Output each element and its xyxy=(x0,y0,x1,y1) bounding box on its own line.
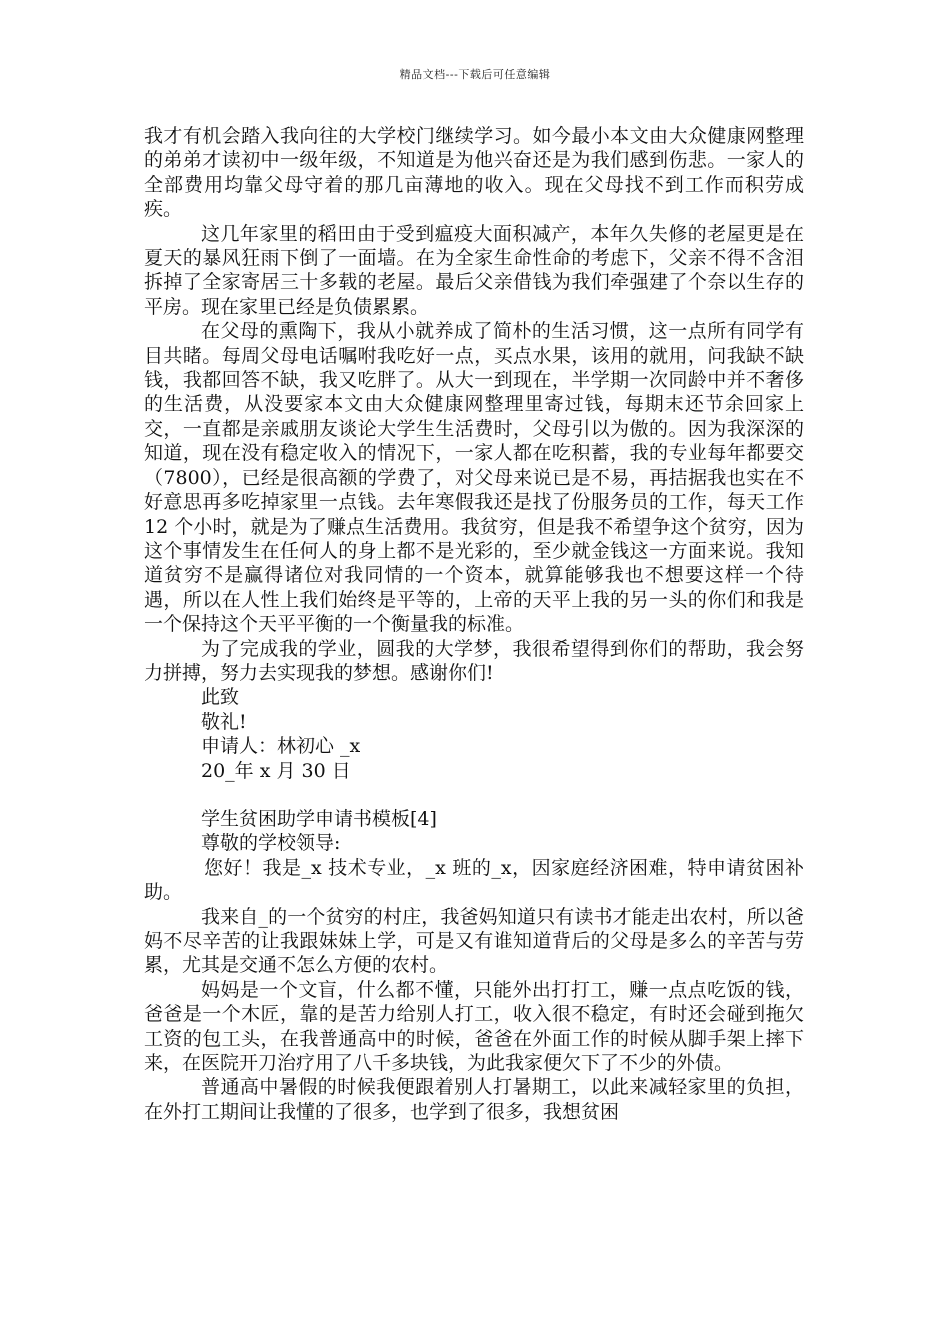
paragraph: 这几年家里的稻田由于受到瘟疫大面积减产，本年久失修的老屋更是在夏天的暴风狂雨下倒了一面墙。在为全家生命性命的考虑下，父亲不得不含泪拆掉了全家寄居三十多载的老屋。最后父亲借钱为我们牵强建了个奈以生存的平房。现在家里已经是负债累累。 xyxy=(144,222,804,318)
paragraph: 您好！我是_x 技术专业，_x 班的_x，因家庭经济困难，特申请贫困补助。 xyxy=(144,856,804,904)
document-body xyxy=(144,124,804,1124)
closing-line: 此致 xyxy=(201,686,240,709)
paragraph: 我才有机会踏入我向往的大学校门继续学习。如今最小本文由大众健康网整理的弟弟才读初中一级年级，不知道是为他兴奋还是为我们感到伤悲。一家人的全部费用均靠父母守着的那几亩薄地的收入。现在父母找不到工作而积劳成疾。 xyxy=(144,125,804,221)
paragraph: 在父母的熏陶下，我从小就养成了简朴的生活习惯，这一点所有同学有目共睹。每周父母电话嘱咐我吃好一点，买点水果，该用的就用，问我缺不缺钱，我都回答不缺，我又吃胖了。从大一到现在，半学期一次同龄中并不奢侈的生活费，从没要家本文由大众健康网整理里寄过钱，每期末还节余回家上交，一直都是亲戚朋友谈论大学生生活费时，父母引以为傲的。因为我深深的知道，现在没有稳定收入的情况下，一家人都在吃积蓄，我的专业每年都要交（7800），已经是很高额的学费了，对父母来说已是不易，再拮据我也实在不好意思再多吃掉家里一点钱。去年寒假我还是找了份服务员的工作，每天工作 12 个小时，就是为了赚点生活费用。我贫穷，但是我不希望争这个贫穷，因为这个事情发生在任何人的身上都不是光彩的，至少就金钱这一方面来说。我知道贫穷不是赢得诸位对我同情的一个资本，就算能够我也不想要这样一个待遇，所以在人性上我们始终是平等的，上帝的天平上我的另一头的你们和我是一个保持这个天平平衡的一个衡量我的标准。 xyxy=(144,320,804,636)
salutation: 尊敬的学校领导: xyxy=(201,832,341,855)
paragraph: 我来自_的一个贫穷的村庄，我爸妈知道只有读书才能走出农村，所以爸妈不尽辛苦的让我跟妹妹上学，可是又有谁知道背后的父母是多么的辛苦与劳累，尤其是交通不怎么方便的农村。 xyxy=(144,905,804,977)
page-header: 精品文档---下载后可任意编辑 xyxy=(399,68,551,81)
closing-salute: 敬礼! xyxy=(201,710,247,733)
paragraph: 普通高中暑假的时候我便跟着别人打暑期工，以此来减轻家里的负担，在外打工期间让我懂的了很多，也学到了很多，我想贫困 xyxy=(144,1076,804,1123)
section-title: 学生贫困助学申请书模板[4] xyxy=(201,807,437,830)
spacer xyxy=(144,783,804,807)
date-line: 20_年 x 月 30 日 xyxy=(201,759,351,782)
paragraph: 为了完成我的学业，圆我的大学梦，我很希望得到你们的帮助，我会努力拼搏，努力去实现我的梦想。感谢你们! xyxy=(144,637,804,684)
paragraph: 妈妈是一个文盲，什么都不懂，只能外出打打工，赚一点点吃饭的钱，爸爸是一个木匠，靠的是苦力给别人打工，收入很不稳定，有时还会碰到拖欠工资的包工头，在我普通高中的时候，爸爸在外面工作的时候从脚手架上摔下来，在医院开刀治疗用了八千多块钱，为此我家便欠下了不少的外债。 xyxy=(144,978,804,1075)
applicant-line: 申请人：林初心 _x xyxy=(201,735,361,758)
